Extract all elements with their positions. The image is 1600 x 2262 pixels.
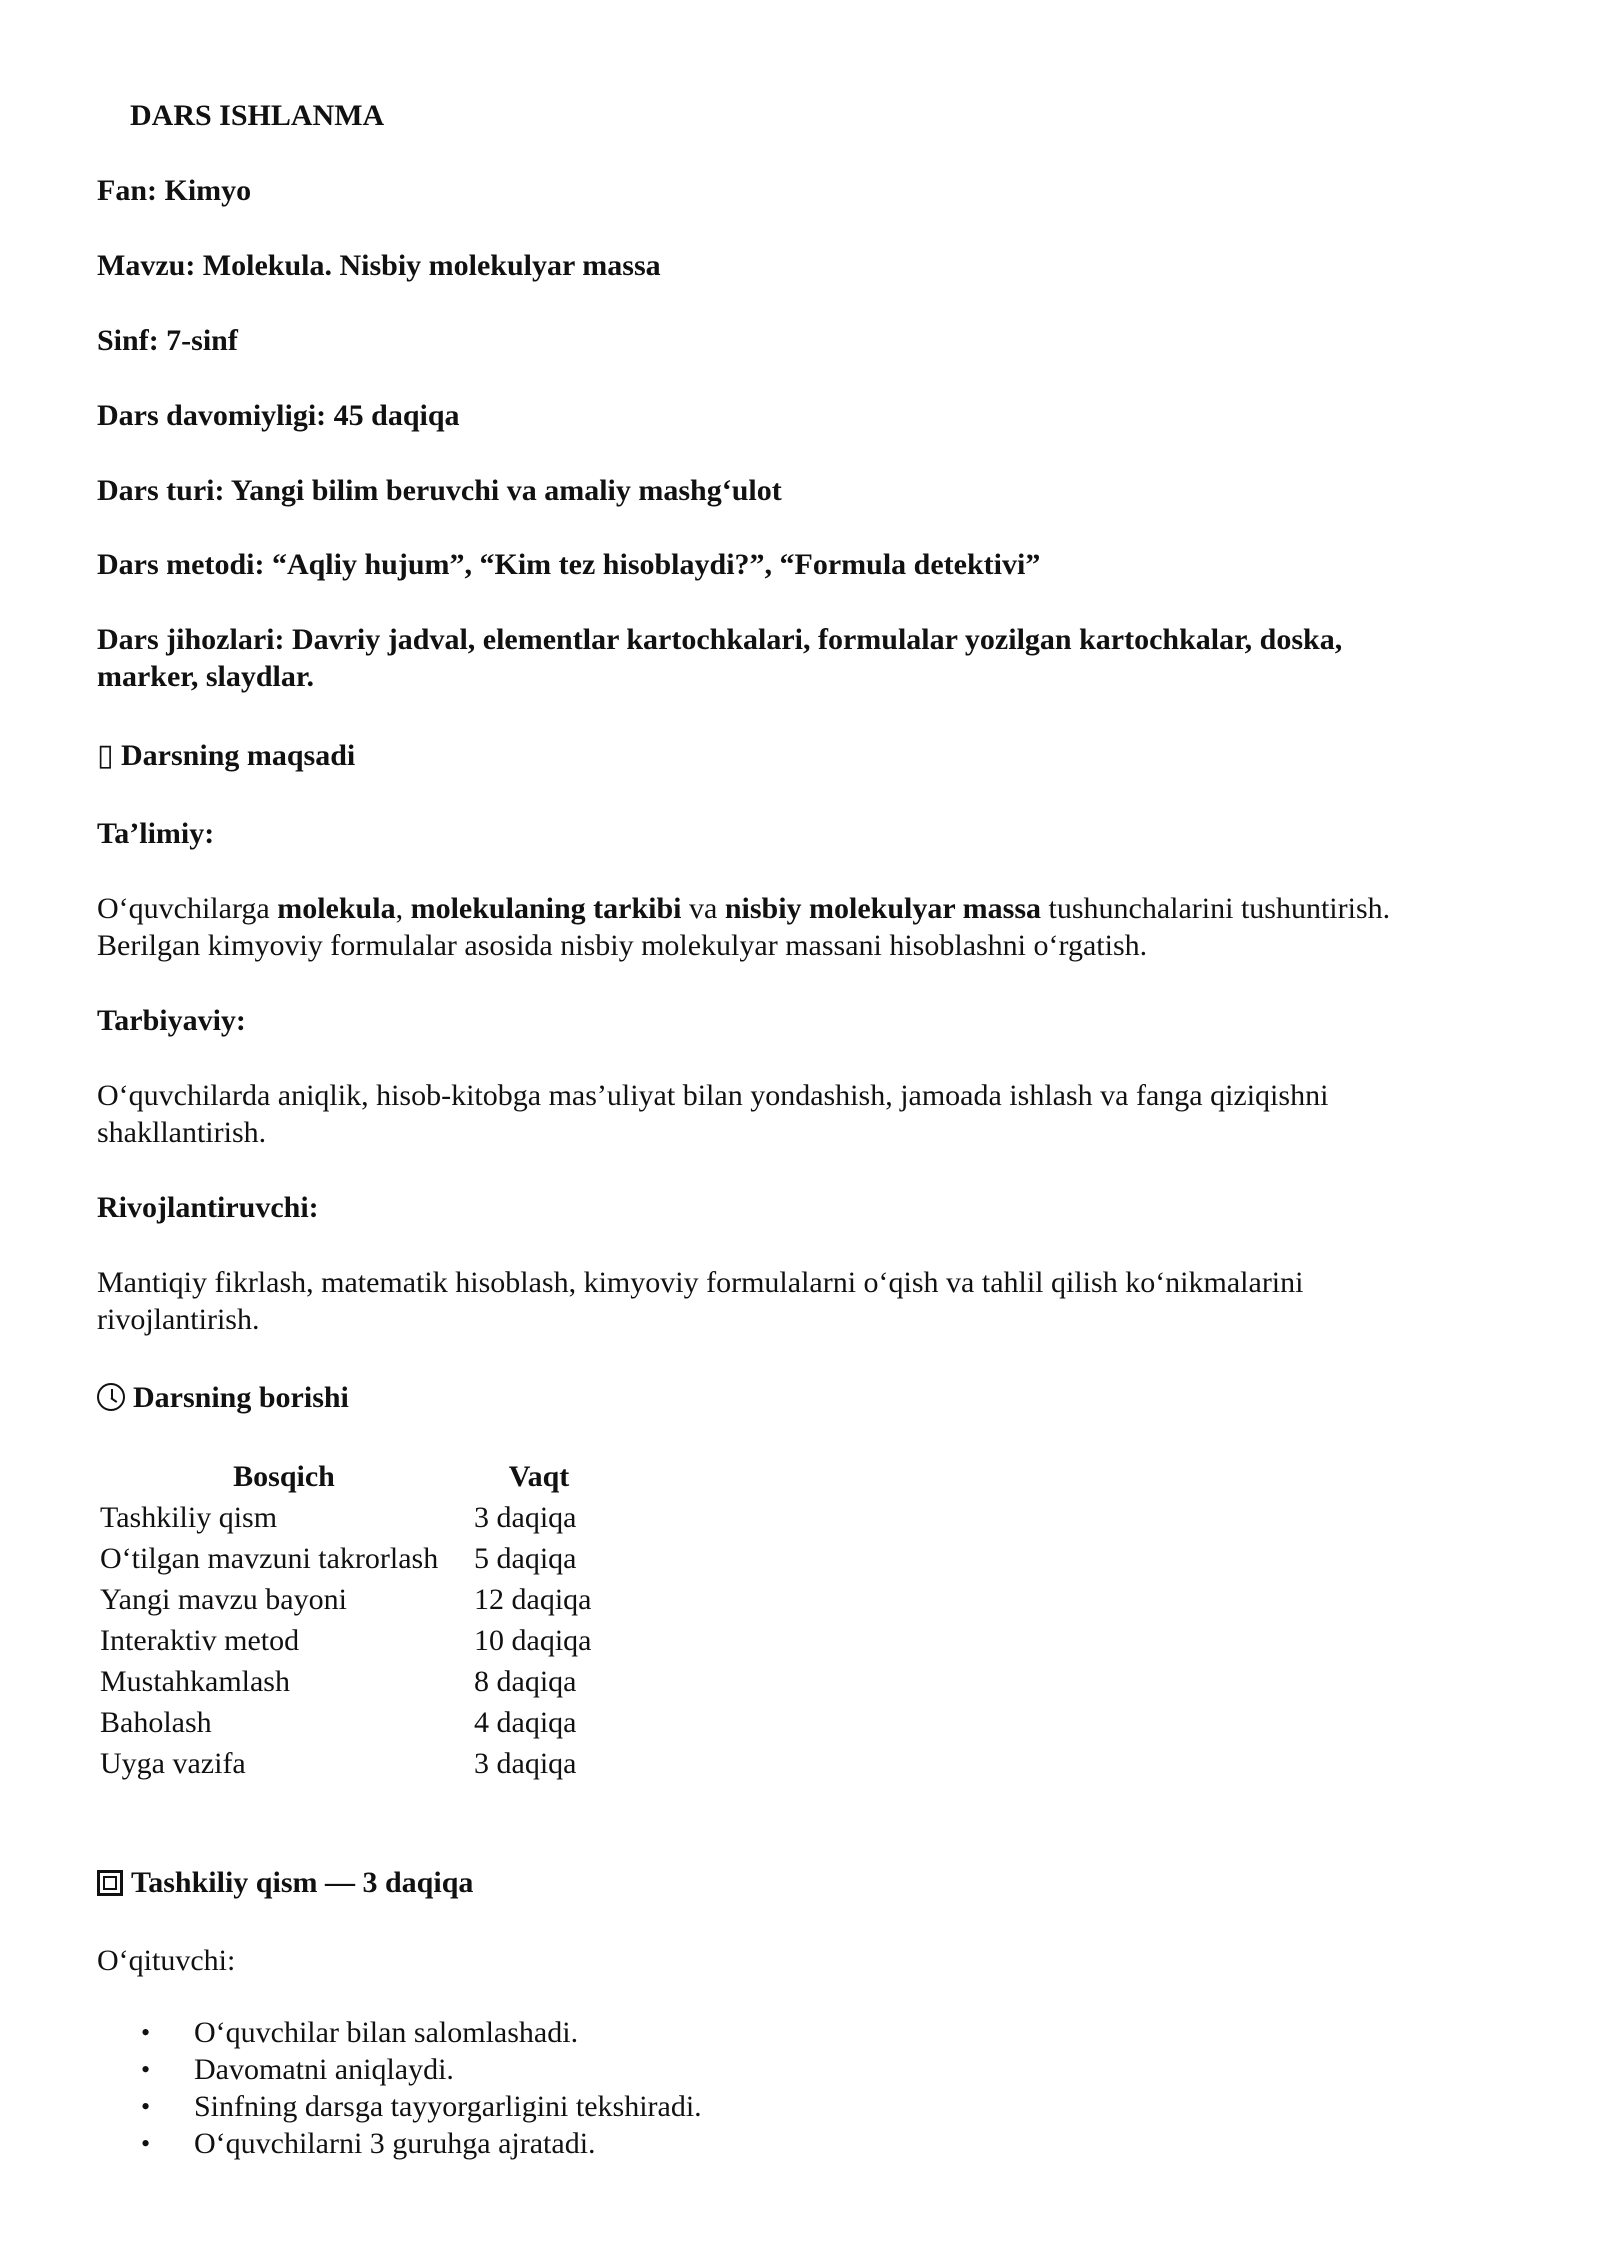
lesson-method-line: Dars metodi: “Aqliy hujum”, “Kim tez hisoblaydi?”, “Formula detektivi”	[97, 548, 1041, 581]
stage-cell: Interaktiv metod	[100, 1623, 300, 1657]
bullet-icon: •	[141, 2129, 151, 2158]
clock-icon	[97, 1383, 125, 1411]
column-header-time: Vaqt	[508, 1459, 570, 1493]
table-row	[97, 1579, 607, 1620]
table-row	[97, 1661, 607, 1702]
time-cell: 8 daqiqa	[474, 1664, 577, 1698]
upbringing-line-2: shakllantirish.	[97, 1116, 267, 1149]
bullet-icon: •	[141, 2018, 151, 2047]
table-row	[97, 1497, 607, 1538]
topic-line: Mavzu: Molekula. Nisbiy molekulyar massa	[97, 249, 661, 282]
stage-cell: Yangi mavzu bayoni	[100, 1582, 347, 1616]
stage-cell: O‘tilgan mavzuni takrorlash	[100, 1541, 439, 1575]
organizational-heading-text: Tashkiliy qism — 3 daqiqa	[131, 1866, 474, 1899]
book-icon	[97, 1870, 123, 1896]
educational-paragraph-line-2: Berilgan kimyoviy formulalar asosida nisbiy molekulyar massani hisoblashni o‘rgatish.	[97, 929, 1148, 962]
list-item-text: O‘quvchilar bilan salomlashadi.	[194, 2016, 579, 2049]
table-row	[97, 1743, 607, 1784]
stage-cell: Baholash	[100, 1705, 212, 1739]
table-header-row	[97, 1456, 607, 1497]
text-run: va	[681, 892, 725, 925]
upbringing-heading: Tarbiyaviy:	[97, 1004, 246, 1037]
grade-line: Sinf: 7-sinf	[97, 324, 238, 357]
time-cell: 12 daqiqa	[474, 1582, 592, 1616]
list-item-text: Sinfning darsga tayyorgarligini tekshiradi.	[194, 2090, 702, 2123]
list-item-text: O‘quvchilarni 3 guruhga ajratadi.	[194, 2127, 596, 2160]
bullet-icon: •	[141, 2055, 151, 2084]
equipment-line-1: Dars jihozlari: Davriy jadval, elementlar kartochkalari, formulalar yozilgan kartochkalar, doska,	[97, 623, 1343, 656]
lesson-flow-heading	[97, 1379, 349, 1416]
equipment-line-2: marker, slaydlar.	[97, 660, 314, 693]
text-run: ,	[395, 892, 411, 925]
educational-heading: Ta’limiy:	[97, 817, 215, 850]
time-cell: 4 daqiqa	[474, 1705, 577, 1739]
table-row	[97, 1620, 607, 1661]
stage-cell: Uyga vazifa	[100, 1746, 246, 1780]
term-nisbiy-massa: nisbiy molekulyar massa	[724, 892, 1041, 925]
list-item-text: Davomatni aniqlaydi.	[194, 2053, 454, 2086]
list-item	[97, 2125, 702, 2162]
table-row	[97, 1702, 607, 1743]
bullet-icon: •	[141, 2092, 151, 2121]
document-title: DARS ISHLANMA	[130, 99, 385, 132]
organizational-heading	[97, 1864, 473, 1901]
time-cell: 3 daqiqa	[474, 1500, 577, 1534]
stage-cell: Tashkiliy qism	[100, 1500, 278, 1534]
developmental-line-1: Mantiqiy fikrlash, matematik hisoblash, kimyoviy formulalarni o‘qish va tahlil qilish ko‘nikmalarini	[97, 1266, 1304, 1299]
target-icon: ▯	[97, 739, 114, 772]
educational-paragraph-line-1	[97, 890, 1390, 927]
goals-heading-text: Darsning maqsadi	[121, 739, 356, 772]
lesson-flow-heading-text: Darsning borishi	[133, 1381, 349, 1414]
duration-line: Dars davomiyligi: 45 daqiqa	[97, 399, 460, 432]
subject-line: Fan: Kimyo	[97, 174, 252, 207]
time-cell: 5 daqiqa	[474, 1541, 577, 1575]
term-molekula: molekula	[277, 892, 396, 925]
column-header-stage: Bosqich	[233, 1459, 335, 1493]
developmental-line-2: rivojlantirish.	[97, 1303, 260, 1336]
goals-heading	[97, 737, 355, 774]
text-run: tushunchalarini tushuntirish.	[1041, 892, 1391, 925]
time-cell: 3 daqiqa	[474, 1746, 577, 1780]
stage-cell: Mustahkamlash	[100, 1664, 290, 1698]
list-item	[97, 2088, 702, 2125]
teacher-task-list	[97, 2014, 702, 2162]
list-item	[97, 2051, 702, 2088]
text-run: O‘quvchilarga	[97, 892, 278, 925]
term-molekula-tarkibi: molekulaning tarkibi	[410, 892, 682, 925]
lesson-type-line: Dars turi: Yangi bilim beruvchi va amaliy mashg‘ulot	[97, 474, 782, 507]
table-row	[97, 1538, 607, 1579]
time-cell: 10 daqiqa	[474, 1623, 592, 1657]
lesson-schedule-table	[97, 1456, 607, 1784]
upbringing-line-1: O‘quvchilarda aniqlik, hisob-kitobga mas’uliyat bilan yondashish, jamoada ishlash va fanga qiziqishni	[97, 1079, 1329, 1112]
developmental-heading: Rivojlantiruvchi:	[97, 1191, 319, 1224]
list-item	[97, 2014, 702, 2051]
teacher-label: O‘qituvchi:	[97, 1944, 236, 1977]
